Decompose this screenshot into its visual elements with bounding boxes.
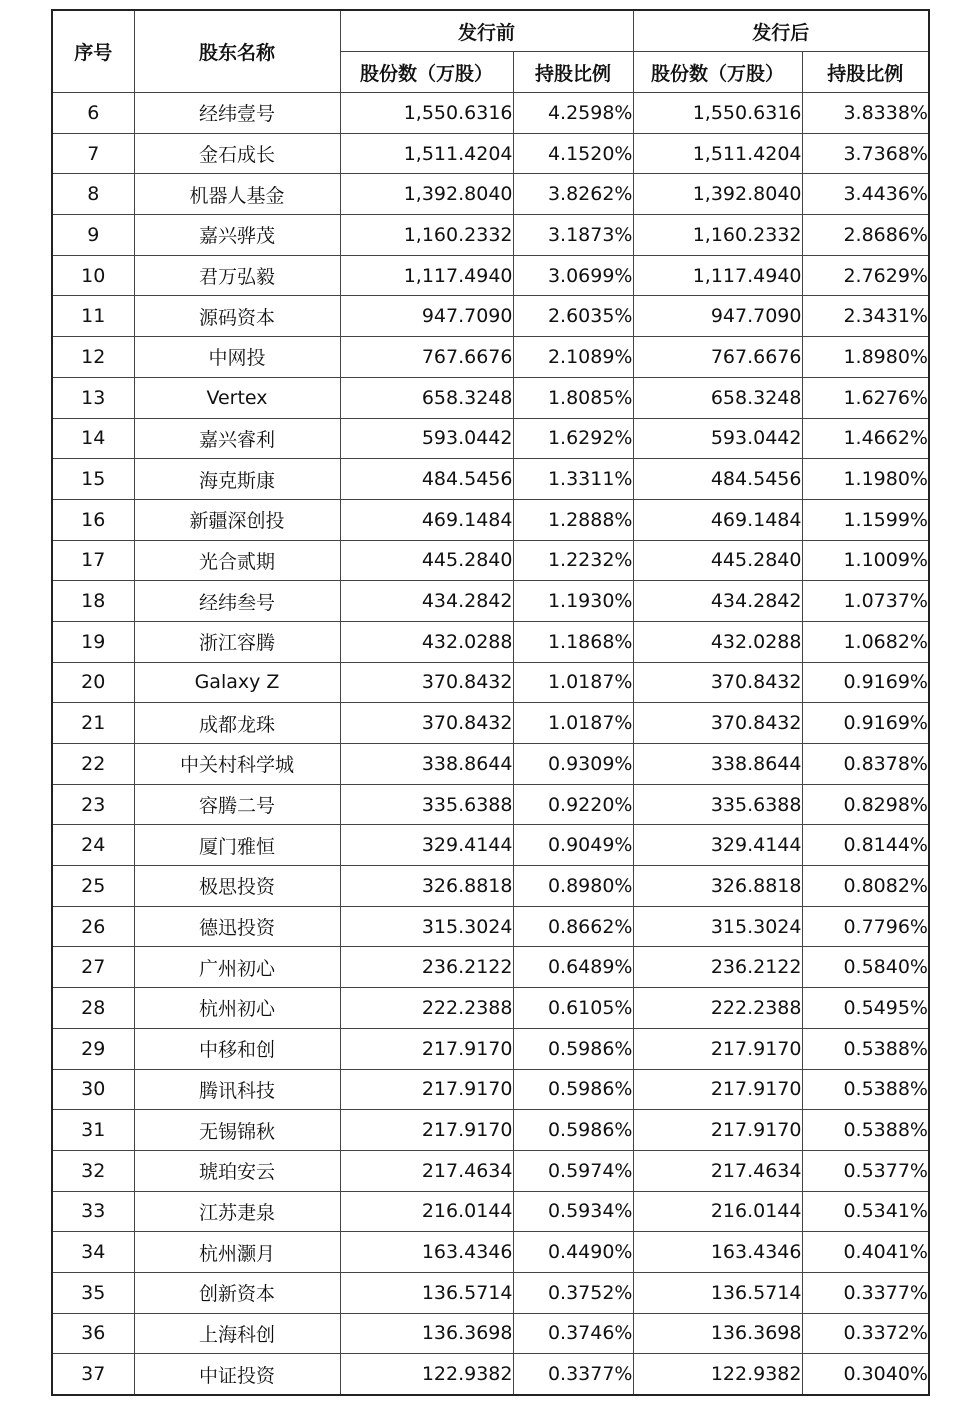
cell-after-ratio: 0.8298% — [802, 784, 929, 825]
cell-after-ratio: 1.1009% — [802, 540, 929, 581]
cell-seq: 21 — [52, 703, 134, 744]
cell-seq: 8 — [52, 174, 134, 215]
cell-name: 厦门雅恒 — [134, 825, 340, 866]
cell-after-ratio: 0.9169% — [802, 662, 929, 703]
cell-after-shares: 445.2840 — [633, 540, 802, 581]
cell-before-shares: 1,550.6316 — [340, 93, 513, 134]
cell-name: 浙江容腾 — [134, 621, 340, 662]
cell-after-shares: 658.3248 — [633, 377, 802, 418]
cell-after-shares: 136.5714 — [633, 1272, 802, 1313]
table-row — [52, 581, 929, 622]
cell-name: 无锡锦秋 — [134, 1110, 340, 1151]
cell-after-shares: 1,392.8040 — [633, 174, 802, 215]
cell-after-ratio: 1.4662% — [802, 418, 929, 459]
cell-after-ratio: 0.5388% — [802, 1110, 929, 1151]
table-row — [52, 1354, 929, 1395]
header-after-ratio: 持股比例 — [802, 52, 929, 93]
cell-after-shares: 767.6676 — [633, 337, 802, 378]
cell-name: 杭州初心 — [134, 988, 340, 1029]
cell-before-shares: 1,160.2332 — [340, 215, 513, 256]
cell-before-shares: 593.0442 — [340, 418, 513, 459]
cell-seq: 25 — [52, 866, 134, 907]
cell-name: 中关村科学城 — [134, 744, 340, 785]
cell-name: 德迅投资 — [134, 906, 340, 947]
cell-before-shares: 136.3698 — [340, 1313, 513, 1354]
cell-before-shares: 136.5714 — [340, 1272, 513, 1313]
cell-after-ratio: 0.9169% — [802, 703, 929, 744]
table-row — [52, 1028, 929, 1069]
cell-before-ratio: 1.8085% — [513, 377, 633, 418]
cell-seq: 33 — [52, 1191, 134, 1232]
cell-before-ratio: 0.6489% — [513, 947, 633, 988]
cell-after-shares: 432.0288 — [633, 621, 802, 662]
header-row-top — [52, 10, 929, 52]
cell-before-shares: 216.0144 — [340, 1191, 513, 1232]
cell-after-ratio: 1.6276% — [802, 377, 929, 418]
cell-before-ratio: 2.1089% — [513, 337, 633, 378]
cell-after-shares: 236.2122 — [633, 947, 802, 988]
cell-after-ratio: 0.3377% — [802, 1272, 929, 1313]
cell-after-shares: 1,117.4940 — [633, 255, 802, 296]
cell-before-shares: 315.3024 — [340, 906, 513, 947]
cell-after-shares: 217.4634 — [633, 1150, 802, 1191]
cell-before-shares: 338.8644 — [340, 744, 513, 785]
header-before-shares: 股份数（万股） — [340, 52, 513, 93]
cell-after-ratio: 0.3372% — [802, 1313, 929, 1354]
table-row — [52, 1313, 929, 1354]
cell-seq: 12 — [52, 337, 134, 378]
table-row — [52, 499, 929, 540]
cell-after-shares: 1,550.6316 — [633, 93, 802, 134]
cell-name: 金石成长 — [134, 133, 340, 174]
cell-seq: 26 — [52, 906, 134, 947]
cell-name: 容腾二号 — [134, 784, 340, 825]
cell-name: 中网投 — [134, 337, 340, 378]
cell-after-ratio: 1.0737% — [802, 581, 929, 622]
cell-seq: 6 — [52, 93, 134, 134]
cell-after-shares: 370.8432 — [633, 662, 802, 703]
table-row — [52, 215, 929, 256]
cell-after-shares: 216.0144 — [633, 1191, 802, 1232]
cell-before-ratio: 0.3746% — [513, 1313, 633, 1354]
cell-seq: 13 — [52, 377, 134, 418]
cell-before-ratio: 0.3377% — [513, 1354, 633, 1395]
cell-before-ratio: 1.6292% — [513, 418, 633, 459]
cell-before-ratio: 3.0699% — [513, 255, 633, 296]
cell-seq: 9 — [52, 215, 134, 256]
cell-after-shares: 136.3698 — [633, 1313, 802, 1354]
cell-after-ratio: 3.8338% — [802, 93, 929, 134]
cell-after-shares: 1,160.2332 — [633, 215, 802, 256]
cell-name: 嘉兴睿利 — [134, 418, 340, 459]
cell-after-ratio: 1.1599% — [802, 499, 929, 540]
cell-before-ratio: 3.1873% — [513, 215, 633, 256]
cell-after-ratio: 0.5377% — [802, 1150, 929, 1191]
table-row — [52, 662, 929, 703]
cell-seq: 37 — [52, 1354, 134, 1395]
table-row — [52, 93, 929, 134]
cell-name: 嘉兴骅茂 — [134, 215, 340, 256]
cell-after-shares: 593.0442 — [633, 418, 802, 459]
cell-seq: 7 — [52, 133, 134, 174]
cell-before-ratio: 4.1520% — [513, 133, 633, 174]
table-row — [52, 784, 929, 825]
table-row — [52, 174, 929, 215]
cell-before-shares: 370.8432 — [340, 703, 513, 744]
cell-name: 创新资本 — [134, 1272, 340, 1313]
cell-name: 中移和创 — [134, 1028, 340, 1069]
cell-before-ratio: 1.2232% — [513, 540, 633, 581]
table-row — [52, 906, 929, 947]
table-row — [52, 296, 929, 337]
cell-after-shares: 1,511.4204 — [633, 133, 802, 174]
cell-name: Vertex — [134, 377, 340, 418]
cell-before-ratio: 0.9309% — [513, 744, 633, 785]
cell-after-shares: 484.5456 — [633, 459, 802, 500]
cell-before-shares: 335.6388 — [340, 784, 513, 825]
cell-seq: 30 — [52, 1069, 134, 1110]
cell-after-shares: 217.9170 — [633, 1069, 802, 1110]
cell-before-shares: 222.2388 — [340, 988, 513, 1029]
cell-after-ratio: 0.5341% — [802, 1191, 929, 1232]
cell-name: 成都龙珠 — [134, 703, 340, 744]
cell-after-ratio: 0.8082% — [802, 866, 929, 907]
cell-after-ratio: 0.8378% — [802, 744, 929, 785]
cell-name: 腾讯科技 — [134, 1069, 340, 1110]
cell-after-ratio: 0.5840% — [802, 947, 929, 988]
cell-before-shares: 1,117.4940 — [340, 255, 513, 296]
cell-seq: 17 — [52, 540, 134, 581]
cell-after-shares: 329.4144 — [633, 825, 802, 866]
shareholder-table — [51, 9, 930, 1396]
cell-after-shares: 335.6388 — [633, 784, 802, 825]
table-row — [52, 377, 929, 418]
cell-after-shares: 338.8644 — [633, 744, 802, 785]
cell-seq: 32 — [52, 1150, 134, 1191]
header-after-shares: 股份数（万股） — [633, 52, 802, 93]
cell-before-ratio: 1.1868% — [513, 621, 633, 662]
cell-before-shares: 217.9170 — [340, 1069, 513, 1110]
cell-name: Galaxy Z — [134, 662, 340, 703]
table-row — [52, 1272, 929, 1313]
cell-before-shares: 658.3248 — [340, 377, 513, 418]
cell-name: 经纬壹号 — [134, 93, 340, 134]
table-row — [52, 337, 929, 378]
table-row — [52, 866, 929, 907]
cell-seq: 31 — [52, 1110, 134, 1151]
cell-before-ratio: 0.8980% — [513, 866, 633, 907]
cell-name: 上海科创 — [134, 1313, 340, 1354]
cell-after-ratio: 3.7368% — [802, 133, 929, 174]
cell-after-ratio: 0.8144% — [802, 825, 929, 866]
cell-after-shares: 217.9170 — [633, 1028, 802, 1069]
cell-before-ratio: 4.2598% — [513, 93, 633, 134]
cell-seq: 29 — [52, 1028, 134, 1069]
cell-after-ratio: 0.4041% — [802, 1232, 929, 1273]
cell-name: 光合贰期 — [134, 540, 340, 581]
cell-before-ratio: 0.5986% — [513, 1069, 633, 1110]
cell-after-ratio: 3.4436% — [802, 174, 929, 215]
header-before-ratio: 持股比例 — [513, 52, 633, 93]
table-body — [52, 93, 929, 1396]
cell-before-shares: 1,392.8040 — [340, 174, 513, 215]
header-after: 发行后 — [633, 10, 929, 52]
table-row — [52, 1150, 929, 1191]
cell-name: 源码资本 — [134, 296, 340, 337]
cell-before-shares: 434.2842 — [340, 581, 513, 622]
cell-before-shares: 1,511.4204 — [340, 133, 513, 174]
cell-before-shares: 484.5456 — [340, 459, 513, 500]
cell-seq: 16 — [52, 499, 134, 540]
cell-before-ratio: 2.6035% — [513, 296, 633, 337]
cell-before-ratio: 0.9220% — [513, 784, 633, 825]
header-seq: 序号 — [52, 10, 134, 93]
cell-after-shares: 947.7090 — [633, 296, 802, 337]
cell-before-ratio: 0.9049% — [513, 825, 633, 866]
cell-after-shares: 222.2388 — [633, 988, 802, 1029]
table-row — [52, 825, 929, 866]
cell-after-shares: 163.4346 — [633, 1232, 802, 1273]
cell-name: 君万弘毅 — [134, 255, 340, 296]
table-row — [52, 947, 929, 988]
cell-seq: 34 — [52, 1232, 134, 1273]
cell-before-shares: 767.6676 — [340, 337, 513, 378]
cell-after-ratio: 0.7796% — [802, 906, 929, 947]
cell-seq: 15 — [52, 459, 134, 500]
table-row — [52, 418, 929, 459]
cell-after-ratio: 2.7629% — [802, 255, 929, 296]
cell-seq: 18 — [52, 581, 134, 622]
cell-seq: 36 — [52, 1313, 134, 1354]
cell-before-ratio: 0.5986% — [513, 1028, 633, 1069]
cell-after-shares: 469.1484 — [633, 499, 802, 540]
cell-after-ratio: 2.8686% — [802, 215, 929, 256]
cell-seq: 10 — [52, 255, 134, 296]
cell-seq: 22 — [52, 744, 134, 785]
table-row — [52, 744, 929, 785]
cell-after-ratio: 1.8980% — [802, 337, 929, 378]
cell-before-shares: 445.2840 — [340, 540, 513, 581]
cell-after-shares: 315.3024 — [633, 906, 802, 947]
cell-seq: 19 — [52, 621, 134, 662]
cell-seq: 14 — [52, 418, 134, 459]
cell-before-shares: 947.7090 — [340, 296, 513, 337]
cell-before-ratio: 1.3311% — [513, 459, 633, 500]
cell-name: 广州初心 — [134, 947, 340, 988]
cell-seq: 20 — [52, 662, 134, 703]
cell-before-ratio: 1.1930% — [513, 581, 633, 622]
cell-before-shares: 217.9170 — [340, 1028, 513, 1069]
cell-seq: 28 — [52, 988, 134, 1029]
cell-before-shares: 432.0288 — [340, 621, 513, 662]
cell-name: 海克斯康 — [134, 459, 340, 500]
cell-after-ratio: 1.1980% — [802, 459, 929, 500]
table-row — [52, 540, 929, 581]
cell-before-ratio: 1.2888% — [513, 499, 633, 540]
table-row — [52, 621, 929, 662]
cell-before-shares: 469.1484 — [340, 499, 513, 540]
table-row — [52, 703, 929, 744]
cell-name: 新疆深创投 — [134, 499, 340, 540]
cell-seq: 27 — [52, 947, 134, 988]
cell-before-ratio: 1.0187% — [513, 703, 633, 744]
cell-before-shares: 329.4144 — [340, 825, 513, 866]
cell-after-ratio: 0.3040% — [802, 1354, 929, 1395]
cell-after-shares: 326.8818 — [633, 866, 802, 907]
cell-before-ratio: 0.8662% — [513, 906, 633, 947]
cell-before-shares: 217.9170 — [340, 1110, 513, 1151]
cell-after-shares: 434.2842 — [633, 581, 802, 622]
table-row — [52, 988, 929, 1029]
cell-after-shares: 370.8432 — [633, 703, 802, 744]
cell-name: 经纬叁号 — [134, 581, 340, 622]
table-row — [52, 1232, 929, 1273]
cell-before-ratio: 0.6105% — [513, 988, 633, 1029]
cell-after-shares: 122.9382 — [633, 1354, 802, 1395]
cell-seq: 11 — [52, 296, 134, 337]
cell-before-ratio: 0.5986% — [513, 1110, 633, 1151]
cell-name: 中证投资 — [134, 1354, 340, 1395]
cell-seq: 23 — [52, 784, 134, 825]
cell-seq: 24 — [52, 825, 134, 866]
cell-after-shares: 217.9170 — [633, 1110, 802, 1151]
cell-seq: 35 — [52, 1272, 134, 1313]
cell-after-ratio: 1.0682% — [802, 621, 929, 662]
cell-before-ratio: 3.8262% — [513, 174, 633, 215]
cell-before-shares: 163.4346 — [340, 1232, 513, 1273]
table-row — [52, 1069, 929, 1110]
cell-name: 杭州灏月 — [134, 1232, 340, 1273]
table-row — [52, 1110, 929, 1151]
cell-name: 极思投资 — [134, 866, 340, 907]
cell-before-ratio: 0.4490% — [513, 1232, 633, 1273]
cell-after-ratio: 0.5495% — [802, 988, 929, 1029]
cell-before-shares: 122.9382 — [340, 1354, 513, 1395]
cell-name: 机器人基金 — [134, 174, 340, 215]
table-row — [52, 1191, 929, 1232]
table-row — [52, 255, 929, 296]
table-row — [52, 459, 929, 500]
cell-before-shares: 217.4634 — [340, 1150, 513, 1191]
cell-after-ratio: 2.3431% — [802, 296, 929, 337]
cell-before-shares: 326.8818 — [340, 866, 513, 907]
cell-name: 琥珀安云 — [134, 1150, 340, 1191]
header-before: 发行前 — [340, 10, 633, 52]
cell-before-shares: 370.8432 — [340, 662, 513, 703]
table-row — [52, 133, 929, 174]
cell-name: 江苏疌泉 — [134, 1191, 340, 1232]
cell-after-ratio: 0.5388% — [802, 1028, 929, 1069]
cell-before-ratio: 0.5934% — [513, 1191, 633, 1232]
cell-before-ratio: 1.0187% — [513, 662, 633, 703]
cell-after-ratio: 0.5388% — [802, 1069, 929, 1110]
cell-before-ratio: 0.3752% — [513, 1272, 633, 1313]
cell-before-shares: 236.2122 — [340, 947, 513, 988]
cell-before-ratio: 0.5974% — [513, 1150, 633, 1191]
header-name: 股东名称 — [134, 10, 340, 93]
